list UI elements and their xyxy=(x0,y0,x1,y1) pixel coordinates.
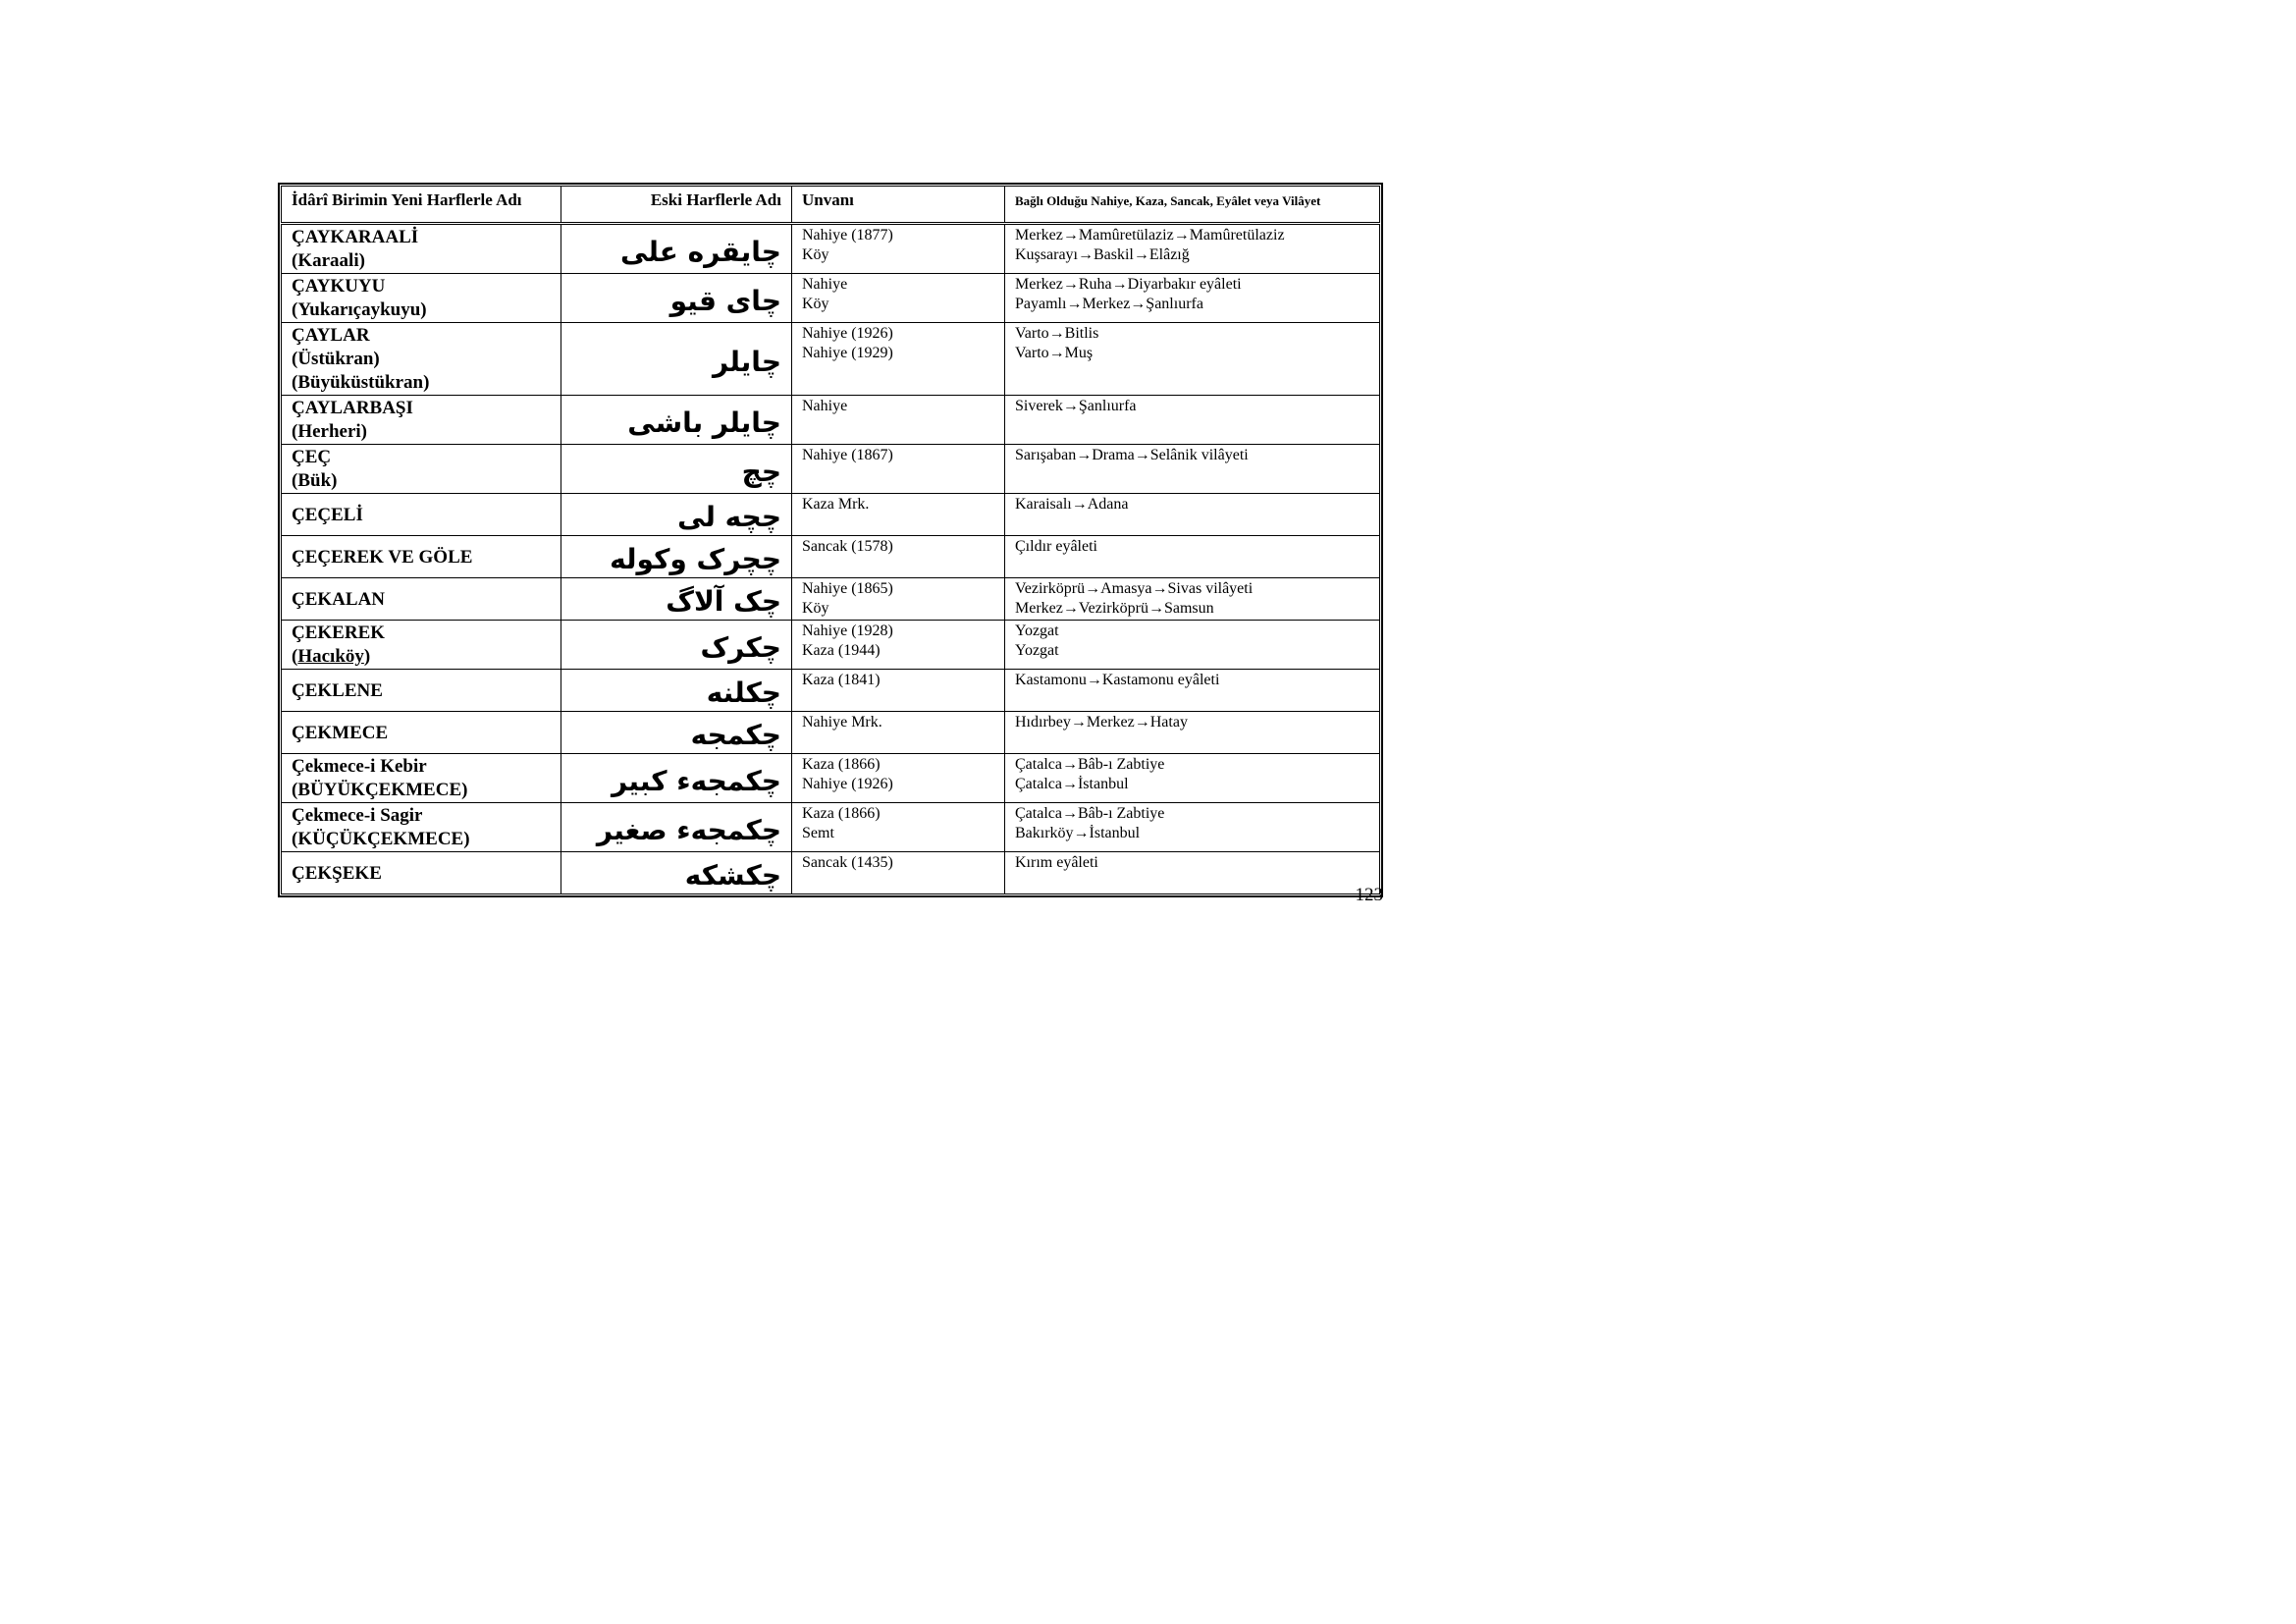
cell-new-name-line: ÇEKALAN xyxy=(292,588,386,610)
cell-title-line: Nahiye xyxy=(802,398,848,414)
cell-title-line: Nahiye (1877) xyxy=(802,227,893,244)
cell-title-line: Köy xyxy=(802,245,829,263)
cell-affiliation xyxy=(1005,494,1380,536)
cell-old-name: چایلر xyxy=(561,323,792,396)
cell-title xyxy=(792,754,1005,803)
cell-affiliation xyxy=(1005,323,1380,396)
table-row xyxy=(282,494,1380,536)
table-row xyxy=(282,852,1380,894)
cell-affiliation xyxy=(1005,536,1380,578)
cell-new-name-line: ÇEKLENE xyxy=(292,679,383,701)
cell-new-name-line: ÇEKMECE xyxy=(292,722,389,743)
cell-new-name-line: ÇAYLAR xyxy=(292,325,370,346)
gazetteer-table-frame xyxy=(278,183,1383,897)
table-row xyxy=(282,396,1380,445)
cell-new-name xyxy=(282,712,561,754)
table-row xyxy=(282,445,1380,494)
page-number: 123 xyxy=(1355,885,1383,905)
cell-affiliation-line: Sarışaban→Drama→Selânik vilâyeti xyxy=(1015,447,1249,463)
cell-new-name-line: Çekmece-i Kebir xyxy=(292,756,427,777)
cell-title-line: Nahiye (1865) xyxy=(802,580,893,597)
cell-affiliation-line: Vezirköprü→Amasya→Sivas vilâyeti xyxy=(1015,580,1254,597)
cell-new-name xyxy=(282,274,561,323)
cell-affiliation-line: Varto→Bitlis xyxy=(1015,325,1099,342)
cell-title xyxy=(792,803,1005,852)
cell-old-name: چکلنه xyxy=(561,670,792,712)
cell-title-line: Köy xyxy=(802,295,829,312)
cell-title-line: Kaza Mrk. xyxy=(802,496,870,513)
cell-title-line: Sancak (1435) xyxy=(802,854,893,871)
cell-affiliation-line: Merkez→Mamûretülaziz→Mamûretülaziz xyxy=(1015,227,1285,244)
cell-old-name: چکرک xyxy=(561,621,792,670)
cell-old-name: چای قیو xyxy=(561,274,792,323)
cell-affiliation-line: Çıldır eyâleti xyxy=(1015,538,1097,555)
cell-affiliation-line: Varto→Muş xyxy=(1015,344,1094,361)
cell-title xyxy=(792,274,1005,323)
cell-new-name xyxy=(282,670,561,712)
cell-title xyxy=(792,396,1005,445)
cell-old-name: چایقره علی xyxy=(561,224,792,274)
cell-affiliation-line: Bakırköy→İstanbul xyxy=(1015,824,1141,841)
cell-affiliation-line: Çatalca→Bâb-ı Zabtiye xyxy=(1015,756,1165,773)
cell-affiliation-line: Yozgat xyxy=(1015,641,1059,659)
table-row xyxy=(282,323,1380,396)
cell-title-line: Nahiye (1929) xyxy=(802,344,893,361)
cell-new-name-line: ÇEKEREK xyxy=(292,623,386,643)
cell-old-name: چکمجه xyxy=(561,712,792,754)
cell-title-line: Kaza (1944) xyxy=(802,641,881,659)
cell-affiliation-line: Kuşsarayı→Baskil→Elâzığ xyxy=(1015,245,1190,263)
cell-affiliation-line: Karaisalı→Adana xyxy=(1015,496,1129,513)
cell-affiliation xyxy=(1005,578,1380,621)
cell-title-line: Sancak (1578) xyxy=(802,538,893,555)
cell-new-name-line: (Bük) xyxy=(292,470,338,491)
cell-new-name-line: (Herheri) xyxy=(292,421,368,442)
cell-old-name: چچ xyxy=(561,445,792,494)
cell-new-name xyxy=(282,754,561,803)
cell-title xyxy=(792,712,1005,754)
table-row xyxy=(282,670,1380,712)
cell-title-line: Köy xyxy=(802,599,829,617)
cell-affiliation-line: Siverek→Şanlıurfa xyxy=(1015,398,1137,414)
cell-affiliation-line: Çatalca→Bâb-ı Zabtiye xyxy=(1015,805,1165,822)
header-title: Unvanı xyxy=(792,187,1005,224)
cell-title xyxy=(792,536,1005,578)
table-row xyxy=(282,224,1380,274)
cell-new-name-line: (Karaali) xyxy=(292,250,365,271)
cell-new-name-line: ÇAYKARAALİ xyxy=(292,227,419,247)
cell-affiliation xyxy=(1005,803,1380,852)
cell-affiliation-line: Merkez→Vezirköprü→Samsun xyxy=(1015,599,1214,617)
cell-new-name-line: (Büyüküstükran) xyxy=(292,372,430,393)
table-row xyxy=(282,803,1380,852)
cell-new-name-line: (BÜYÜKÇEKMECE) xyxy=(292,780,468,800)
cell-title xyxy=(792,578,1005,621)
cell-old-name: چکشکه xyxy=(561,852,792,894)
cell-affiliation xyxy=(1005,274,1380,323)
table-row xyxy=(282,754,1380,803)
cell-new-name xyxy=(282,445,561,494)
cell-affiliation-line: Hıdırbey→Merkez→Hatay xyxy=(1015,714,1188,731)
cell-new-name xyxy=(282,323,561,396)
cell-title-line: Kaza (1841) xyxy=(802,672,881,688)
cell-new-name-line: ÇEÇELİ xyxy=(292,504,363,525)
cell-title-line: Nahiye Mrk. xyxy=(802,714,882,731)
cell-affiliation-line: Payamlı→Merkez→Şanlıurfa xyxy=(1015,295,1203,312)
cell-new-name-line: (KÜÇÜKÇEKMECE) xyxy=(292,829,470,849)
cell-affiliation-line: Çatalca→İstanbul xyxy=(1015,775,1129,792)
cell-new-name xyxy=(282,852,561,894)
cell-affiliation xyxy=(1005,712,1380,754)
cell-new-name-line: ÇEÇ xyxy=(292,447,332,467)
cell-new-name-line: ÇEKŞEKE xyxy=(292,862,382,884)
cell-affiliation-line: Yozgat xyxy=(1015,623,1059,639)
cell-new-name-line: (Hacıköy) xyxy=(292,646,371,667)
gazetteer-table xyxy=(281,186,1380,894)
cell-title-line: Nahiye xyxy=(802,276,848,293)
cell-title xyxy=(792,494,1005,536)
header-affiliation: Bağlı Olduğu Nahiye, Kaza, Sancak, Eyâlet veya Vilâyet xyxy=(1005,187,1380,224)
cell-new-name xyxy=(282,494,561,536)
cell-new-name-line: ÇAYLARBAŞI xyxy=(292,398,413,418)
cell-new-name xyxy=(282,621,561,670)
table-row xyxy=(282,274,1380,323)
table-row xyxy=(282,578,1380,621)
cell-affiliation-line: Kırım eyâleti xyxy=(1015,854,1098,871)
cell-title-line: Nahiye (1926) xyxy=(802,775,893,792)
table-row xyxy=(282,621,1380,670)
cell-title xyxy=(792,621,1005,670)
cell-title xyxy=(792,323,1005,396)
cell-new-name-line: ÇAYKUYU xyxy=(292,276,386,297)
cell-new-name-line: ÇEÇEREK VE GÖLE xyxy=(292,546,473,568)
cell-title-line: Semt xyxy=(802,824,834,841)
table-body xyxy=(282,224,1380,894)
table-row xyxy=(282,536,1380,578)
cell-affiliation xyxy=(1005,224,1380,274)
cell-affiliation xyxy=(1005,621,1380,670)
cell-title xyxy=(792,445,1005,494)
cell-new-name xyxy=(282,803,561,852)
cell-old-name: چک آلاگ xyxy=(561,578,792,621)
cell-title xyxy=(792,224,1005,274)
cell-affiliation xyxy=(1005,445,1380,494)
cell-title xyxy=(792,852,1005,894)
document-page xyxy=(0,0,1530,1082)
cell-old-name: چچرک وکوله xyxy=(561,536,792,578)
cell-new-name xyxy=(282,224,561,274)
cell-affiliation-line: Kastamonu→Kastamonu eyâleti xyxy=(1015,672,1220,688)
header-old-name: Eski Harflerle Adı xyxy=(561,187,792,224)
cell-title-line: Kaza (1866) xyxy=(802,805,881,822)
table-header xyxy=(282,187,1380,224)
cell-affiliation xyxy=(1005,754,1380,803)
cell-new-name xyxy=(282,536,561,578)
table-row xyxy=(282,712,1380,754)
cell-affiliation-line: Merkez→Ruha→Diyarbakır eyâleti xyxy=(1015,276,1242,293)
cell-affiliation xyxy=(1005,670,1380,712)
cell-title-line: Nahiye (1926) xyxy=(802,325,893,342)
cell-old-name: چایلر باشی xyxy=(561,396,792,445)
cell-new-name-line: (Yukarıçaykuyu) xyxy=(292,299,427,320)
header-new-name: İdârî Birimin Yeni Harflerle Adı xyxy=(282,187,561,224)
cell-old-name: چکمجهء صغیر xyxy=(561,803,792,852)
cell-old-name: چچه لی xyxy=(561,494,792,536)
cell-new-name-line: Çekmece-i Sagir xyxy=(292,805,423,826)
header-row xyxy=(282,187,1380,224)
cell-new-name-line: (Üstükran) xyxy=(292,349,380,369)
cell-old-name: چکمجهء کبیر xyxy=(561,754,792,803)
cell-new-name xyxy=(282,578,561,621)
cell-title xyxy=(792,670,1005,712)
cell-title-line: Nahiye (1928) xyxy=(802,623,893,639)
cell-affiliation xyxy=(1005,396,1380,445)
cell-new-name xyxy=(282,396,561,445)
cell-title-line: Kaza (1866) xyxy=(802,756,881,773)
cell-title-line: Nahiye (1867) xyxy=(802,447,893,463)
